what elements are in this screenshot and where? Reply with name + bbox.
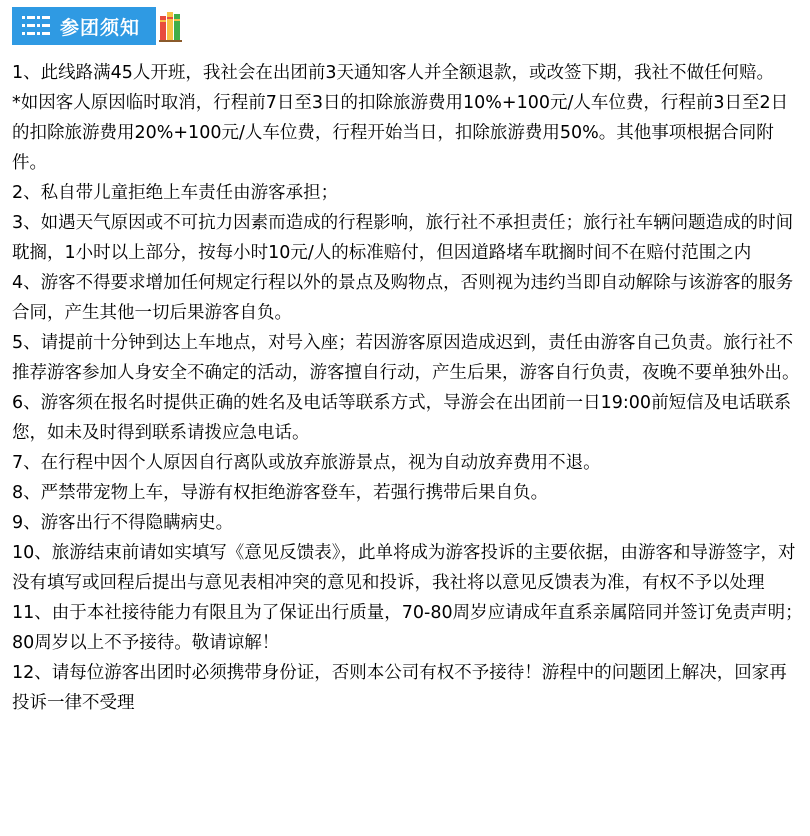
header-title: 参团须知 bbox=[60, 16, 141, 39]
notice-item-7: 7、在行程中因个人原因自行离队或放弃旅游景点，视为自动放弃费用不退。 bbox=[12, 453, 601, 473]
notice-item-6: 6、游客须在报名时提供正确的姓名及电话等联系方式，导游会在出团前一日19:00前短信及电话联系您，如未及时得到联系请拨应急电话。 bbox=[12, 393, 792, 443]
header-badge bbox=[12, 7, 156, 45]
section-header bbox=[12, 7, 186, 45]
notice-item-10: 10、旅游结束前请如实填写《意见反馈表》，此单将成为游客投诉的主要依据，由游客和导游签字，对没有填写或回程后提出与意见表相冲突的意见和投诉，我社将以意见反馈表为准，有权不予以处理 bbox=[12, 543, 796, 593]
notice-item-5: 5、请提前十分钟到达上车地点，对号入座；若因游客原因造成迟到，责任由游客自己负责。旅行社不推荐游客参加人身安全不确定的活动，游客擅自行动，产生后果，游客自行负责，夜晚不要单独外出。 bbox=[12, 333, 800, 383]
list-icon bbox=[22, 14, 50, 38]
notice-item-11: 11、由于本社接待能力有限且为了保证出行质量，70-80周岁应请成年直系亲属陪同并签订免责声明；80周岁以上不予接待。敬请谅解！ bbox=[12, 603, 803, 653]
notice-item-1: 1、此线路满45人开班，我社会在出团前3天通知客人并全额退款，或改签下期，我社不做任何赔。 bbox=[12, 63, 775, 83]
notice-item-9: 9、游客出行不得隐瞒病史。 bbox=[12, 513, 234, 533]
notice-item-8: 8、严禁带宠物上车，导游有权拒绝游客登车，若强行携带后果自负。 bbox=[12, 483, 549, 503]
notice-item-4: 4、游客不得要求增加任何规定行程以外的景点及购物点，否则视为违约当即自动解除与该游客的服务合同，产生其他一切后果游客自负。 bbox=[12, 273, 794, 323]
books-icon bbox=[158, 10, 186, 42]
notice-item-2: 2、私自带儿童拒绝上车责任由游客承担； bbox=[12, 183, 339, 203]
notice-item-cancellation: *如因客人原因临时取消，行程前7日至3日的扣除旅游费用10%+100元/人车位费，行程前3日至2日的扣除旅游费用20%+100元/人车位费，行程开始当日，扣除旅游费用50%。其他事项根据合同附件。 bbox=[12, 93, 789, 173]
notice-item-12: 12、请每位游客出团时必须携带身份证，否则本公司有权不予接待！游程中的问题团上解决，回家再投诉一律不受理 bbox=[12, 663, 787, 713]
notice-item-3: 3、如遇天气原因或不可抗力因素而造成的行程影响，旅行社不承担责任；旅行社车辆问题造成的时间耽搁，1小时以上部分，按每小时10元/人的标准赔付，但因道路堵车耽搁时间不在赔付范围之内 bbox=[12, 213, 794, 263]
notice-list bbox=[12, 58, 804, 718]
